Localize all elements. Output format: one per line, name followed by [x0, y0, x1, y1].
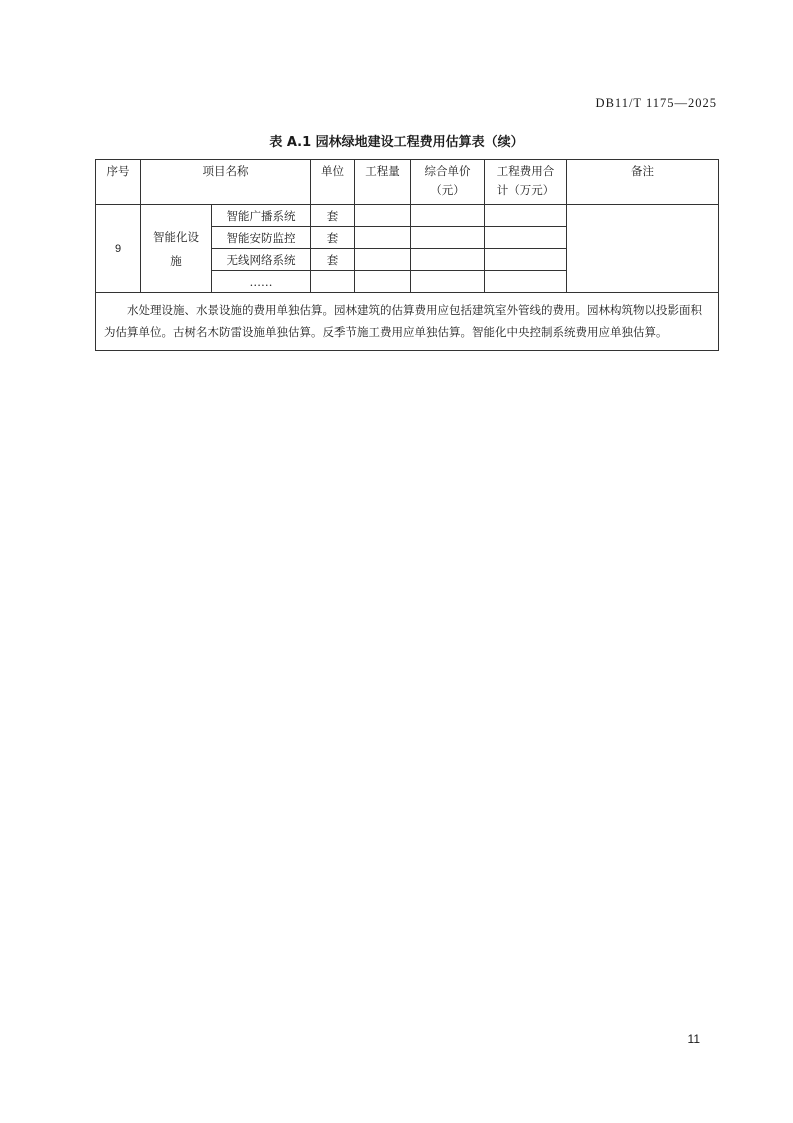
row-item-name: 无线网络系统	[212, 249, 311, 271]
cost-estimate-table	[95, 159, 719, 351]
header-unit-price	[411, 160, 485, 205]
header-unit-price-line2: （元）	[430, 183, 465, 197]
header-seq: 序号	[96, 160, 141, 205]
group-seq: 9	[96, 205, 141, 293]
header-unit-price-line1: 综合单价	[424, 164, 471, 178]
table-note: 水处理设施、水景设施的费用单独估算。园林建筑的估算费用应包括建筑室外管线的费用。园林构筑物以投影面积为估算单位。古树名木防雷设施单独估算。反季节施工费用应单独估算。智能化中央控制系统费用应单独估算。	[96, 293, 719, 351]
page-number: 11	[687, 1032, 700, 1046]
table-header-row	[96, 160, 719, 205]
row-unit-price	[411, 227, 485, 249]
group-category-line2: 施	[170, 253, 182, 268]
header-unit: 单位	[311, 160, 355, 205]
row-quantity	[355, 271, 411, 293]
row-unit-price	[411, 205, 485, 227]
row-unit-price	[411, 249, 485, 271]
row-unit-price	[411, 271, 485, 293]
row-quantity	[355, 205, 411, 227]
standard-code: DB11/T 1175—2025	[595, 96, 717, 110]
header-quantity: 工程量	[355, 160, 411, 205]
row-total	[485, 227, 567, 249]
row-total	[485, 249, 567, 271]
group-category	[141, 205, 212, 293]
row-item-name: ……	[212, 271, 311, 293]
header-total-line1: 工程费用合	[496, 164, 555, 178]
row-unit	[311, 271, 355, 293]
row-unit: 套	[311, 249, 355, 271]
row-total	[485, 271, 567, 293]
header-total-line2: 计（万元）	[496, 183, 555, 197]
row-unit: 套	[311, 227, 355, 249]
row-quantity	[355, 249, 411, 271]
table-title: 表 A.1 园林绿地建设工程费用估算表（续）	[269, 135, 524, 150]
group-category-line1: 智能化设	[153, 229, 199, 244]
header-remarks: 备注	[567, 160, 719, 205]
row-unit: 套	[311, 205, 355, 227]
table-note-row	[96, 293, 719, 351]
group-remarks	[567, 205, 719, 293]
row-item-name: 智能安防监控	[212, 227, 311, 249]
header-item-name: 项目名称	[141, 160, 311, 205]
row-item-name: 智能广播系统	[212, 205, 311, 227]
row-total	[485, 205, 567, 227]
table-row	[96, 205, 719, 227]
row-quantity	[355, 227, 411, 249]
header-total-cost	[485, 160, 567, 205]
